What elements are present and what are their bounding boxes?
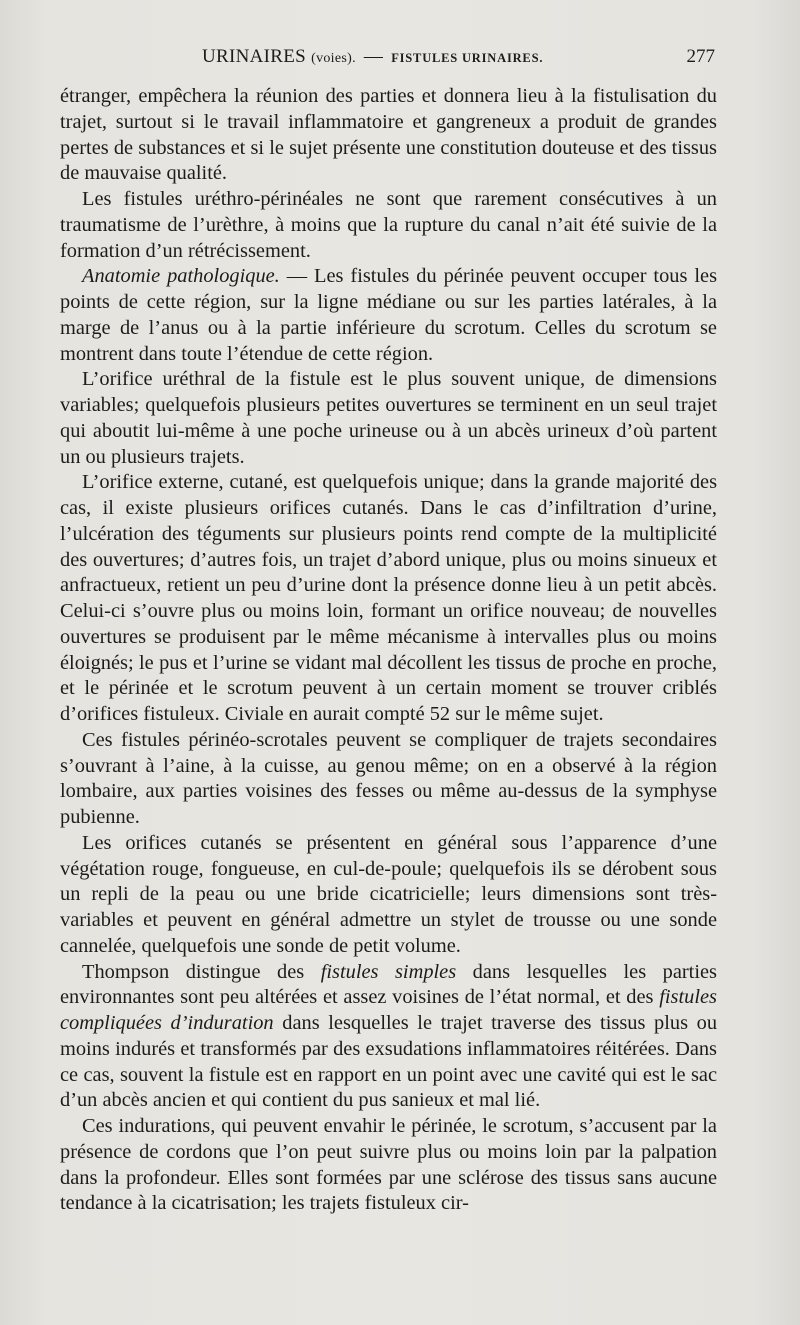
- paragraph-text: — Les fistules du périnée peuvent occuper tous les points de cette région, sur la ligne médiane ou sur les parties latérales, à la marge de l’anus ou à la partie inférieure du scrotum. Celles du scrotum se montrent dans toute l’étendue de cette région.: [60, 265, 718, 365]
- body-text: [60, 84, 717, 1217]
- paragraph: Ces fistules périnéo-scrotales peuvent se compliquer de trajets secondaires s’ouvrant à l’aine, à la cuisse, au genou même; on en a observé à la région lombaire, aux parties voisines des fesses ou même au-dessus de la symphyse pubienne.: [60, 728, 717, 828]
- paragraph: L’orifice externe, cutané, est quelquefois unique; dans la grande majorité des cas, il existe plusieurs orifices cutanés. Dans le cas d’infiltration d’urine, l’ulcération des téguments sur plusieurs points rend compte de la multiplicité des ouvertures; d’autres fois, un trajet d’abord unique, plus ou moins sinueux et anfractueux, retient un peu d’urine dont la présence donne lieu à un petit abcès. Celui-ci s’ouvre plus ou moins loin, formant un orifice nouveau; de nouvelles ouvertures se produisent par le même mécanisme à intervalles plus ou moins éloignés; le pus et l’urine se vidant mal décollent les tissus de proche en proche, et le périnée et le scrotum peuvent à un certain moment se trouver criblés d’orifices fistuleux. Civiale en aurait compté 52 sur le même sujet.: [60, 471, 717, 725]
- section-heading: Anatomie pathologique.: [82, 265, 280, 288]
- running-title-dash: —: [363, 46, 384, 67]
- paragraph: [60, 264, 717, 367]
- running-title: [202, 46, 543, 68]
- paragraph: L’orifice uréthral de la fistule est le plus souvent unique, de dimensions variables; quelquefois plusieurs petites ouvertures se terminent en un seul trajet qui aboutit lui-même à une poche urineuse ou à un abcès urineux d’où partent un ou plusieurs trajets.: [60, 368, 717, 468]
- running-header: [60, 46, 717, 74]
- running-title-main: URINAIRES: [202, 46, 307, 67]
- italic-term: fistules simples: [320, 960, 457, 983]
- paragraph: Les fistules uréthro-périnéales ne sont que rarement consécutives à un traumatisme de l’urèthre, à moins que la rupture du canal n’ait été suivie de la formation d’un rétrécissement.: [60, 188, 717, 262]
- paragraph: [60, 960, 717, 1115]
- paragraph: Les orifices cutanés se présentent en général sous l’apparence d’une végétation rouge, fongueuse, en cul-de-poule; quelquefois ils se dérobent sous un repli de la peau ou une bride cicatricielle; leurs dimensions sont très-variables et peuvent en général admettre un stylet de trousse ou une sonde cannelée, quelquefois une sonde de petit volume.: [60, 831, 717, 957]
- paragraph: étranger, empêchera la réunion des parties et donnera lieu à la fistulisation du trajet, surtout si le travail inflammatoire et gangreneux a produit de grandes pertes de substances et si le sujet présente une constitution douteuse et des tissus de mauvaise qualité.: [60, 85, 717, 185]
- running-subtitle: FISTULES URINAIRES.: [391, 51, 544, 65]
- italic-term: fistules compliquées d’induration: [60, 986, 717, 1034]
- page-number: 277: [686, 46, 715, 67]
- running-title-paren: (voies).: [311, 51, 356, 66]
- paragraph: Ces indurations, qui peuvent envahir le périnée, le scrotum, s’accusent par la présence de cordons que l’on peut suivre plus ou moins loin par la palpation dans la profondeur. Elles sont formées par une sclérose des tissus sans aucune tendance à la cicatrisation; les trajets fistuleux cir-: [60, 1115, 717, 1215]
- paragraph-text: Thompson distingue des: [82, 960, 321, 983]
- paragraph-text: dans lesquelles les parties environnantes sont peu altérées et assez voisines de l’état normal, et des: [60, 960, 717, 1009]
- paragraph-text: dans lesquelles le trajet traverse des tissus plus ou moins indurés et transformés par des exsudations inflammatoires réitérées. Dans ce cas, souvent la fistule est en rapport en un point avec une cavité qui est le sac d’un abcès ancien et qui contient du pus sanieux et mal lié.: [60, 1012, 718, 1112]
